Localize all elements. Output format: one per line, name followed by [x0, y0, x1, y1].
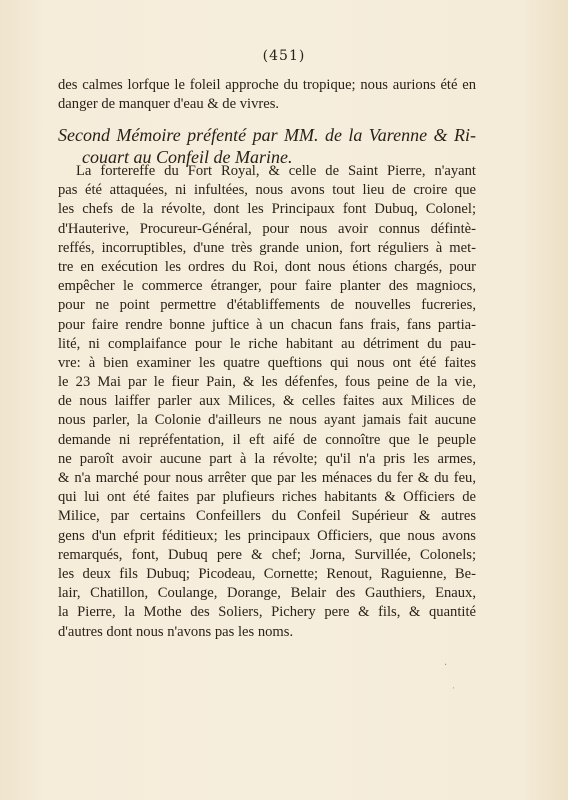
paper-mark: ·	[452, 684, 455, 694]
text-line: empêcher le commerce étranger, pour faire planter des magniocs,	[58, 278, 476, 295]
continuation-paragraph	[58, 76, 476, 114]
text-line: demande ni repréfentation, il eft aifé de connoître que le peuple	[58, 431, 476, 448]
text-line: pour ne point permettre d'établiffements de nouvelles fucreries,	[58, 297, 476, 314]
text-line: vre: à bien examiner les quatre queftions qui nous ont été faites	[58, 354, 476, 371]
text-line: nous parler, la Colonie d'ailleurs ne nous ayant jamais fait aucune	[58, 412, 476, 429]
text-line: remarqués, font, Dubuq pere & chef; Jorna, Survillée, Colonels;	[58, 546, 476, 563]
paper-mark: ·	[444, 660, 448, 671]
text-line: pour faire rendre bonne juftice à un chacun fans frais, fans partia-	[58, 316, 476, 333]
text-line: le 23 Mai par le fieur Pain, & les défenfes, fous peine de la vie,	[58, 374, 476, 391]
text-line: les deux fils Dubuq; Picodeau, Cornette; Renout, Raguienne, Be-	[58, 565, 476, 582]
memoir-paragraph	[58, 162, 476, 642]
text-line: lair, Chatillon, Coulange, Dorange, Belair des Gauthiers, Enaux,	[58, 585, 476, 602]
heading-line: Second Mémoire préfenté par MM. de la Varenne & Ri-	[58, 125, 476, 145]
heading-line: couart au Confeil de Marine.	[82, 147, 293, 167]
text-line: La fortereffe du Fort Royal, & celle de Saint Pierre, n'ayant	[76, 163, 476, 179]
text-line: de nous laiffer parler aux Milices, & celles faites aux Milices de	[58, 393, 476, 410]
text-line: danger de manquer d'eau & de vivres.	[58, 96, 280, 113]
text-line: tre en exécution les ordres du Roi, dont nous étions chargés, pour	[58, 258, 476, 275]
text-line: & n'a marché pour nous arrêter que par les ménaces du fer & du feu,	[58, 470, 476, 486]
text-line: des calmes lorfque le foleil approche du tropique; nous aurions été en	[58, 77, 476, 93]
text-line: les chefs de la révolte, dont les Principaux font Dubuq, Colonel;	[58, 201, 476, 218]
text-line: qui lui ont été faites par plufieurs riches habitants & Officiers de	[58, 489, 476, 506]
text-line: ne paroît avoir aucune part à la révolte; qu'il n'a pris les armes,	[58, 450, 476, 467]
text-line: lité, ni complaifance pour le riche habitant au détriment du pau-	[58, 335, 476, 352]
page-number: (451)	[262, 48, 306, 64]
text-line: d'autres dont nous n'avons pas les noms.	[58, 623, 294, 640]
text-line: gens d'un efprit féditieux; les principaux Officiers, que nous avons	[58, 527, 476, 544]
text-line: la Pierre, la Mothe des Soliers, Pichery pere & fils, & quantité	[58, 604, 476, 621]
text-line: Milice, par certains Confeillers du Confeil Supérieur & autres	[58, 508, 476, 525]
text-line: pas été attaquées, ni infultées, nous avons tout lieu de croire que	[58, 182, 476, 199]
text-line: d'Hauterive, Procureur-Général, pour nous avoir connus défintè-	[58, 220, 476, 237]
text-line: reffés, incorruptibles, d'une très grande union, fort réguliers à met-	[58, 239, 476, 256]
